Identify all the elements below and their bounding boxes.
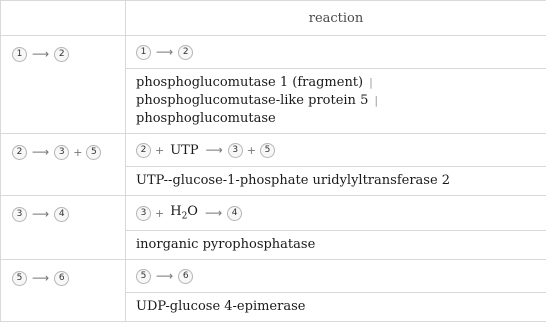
separator: | [369,76,373,89]
equation-cell [126,36,546,69]
compound-node: 2 [178,45,193,60]
compound-node: 2 [54,47,69,62]
equation-cell [126,196,546,231]
enzyme-cell [126,293,546,322]
row-label-cell [1,260,126,322]
enzyme-name: phosphoglucomutase-like protein 5 [136,93,369,108]
compound-node: 1 [136,45,151,60]
compound-node: 5 [136,269,151,284]
table-row [1,260,546,293]
header-corner-cell [1,1,126,36]
arrow-icon: ⟶ [156,45,174,59]
plus-sign: + [73,145,83,159]
compound-node: 2 [136,143,151,158]
enzyme-name: inorganic pyrophosphatase [136,237,316,252]
row-label-cell [1,196,126,260]
compound-node: 5 [86,145,101,160]
arrow-icon: ⟶ [32,145,50,159]
plus-sign: + [246,143,257,157]
header-row [1,1,546,36]
enzyme-name: phosphoglucomutase 1 (fragment) [136,75,364,90]
arrow-icon: ⟶ [156,269,174,283]
molecule-label: $H_2O$ [170,204,198,222]
compound-node: 3 [54,145,69,160]
compound-node: 5 [260,143,275,158]
compound-node: 3 [12,207,27,222]
enzyme-name: UDP-glucose 4-epimerase [136,299,306,314]
row-label-cell [1,134,126,196]
molecule-label: UTP [170,142,199,158]
compound-node: 4 [54,207,69,222]
arrow-icon: ⟶ [32,47,50,61]
compound-node: 6 [54,271,69,286]
compound-node: 2 [12,145,27,160]
arrow-icon: ⟶ [205,143,223,157]
compound-node: 6 [178,269,193,284]
plus-sign: + [155,206,165,220]
enzyme-cell [126,167,546,196]
table-row [1,196,546,231]
enzyme-name: phosphoglucomutase [136,111,276,126]
separator: | [374,94,379,107]
enzyme-cell [126,69,546,134]
compound-node: 5 [12,271,27,286]
compound-node: 4 [227,206,242,221]
row-label-cell [1,36,126,134]
plus-sign: + [155,143,165,157]
enzyme-name: UTP--glucose-1-phosphate uridylyltransferase 2 [136,173,451,188]
column-header-reaction: reaction [126,1,546,36]
table-row [1,134,546,167]
arrow-icon: ⟶ [32,207,50,221]
compound-node: 3 [228,143,243,158]
arrow-icon: ⟶ [204,206,223,220]
compound-node: 3 [136,206,151,221]
arrow-icon: ⟶ [32,271,50,285]
equation-cell [126,260,546,293]
enzyme-cell [126,231,546,260]
equation-cell [126,134,546,167]
compound-node: 1 [12,47,27,62]
table-row [1,36,546,69]
